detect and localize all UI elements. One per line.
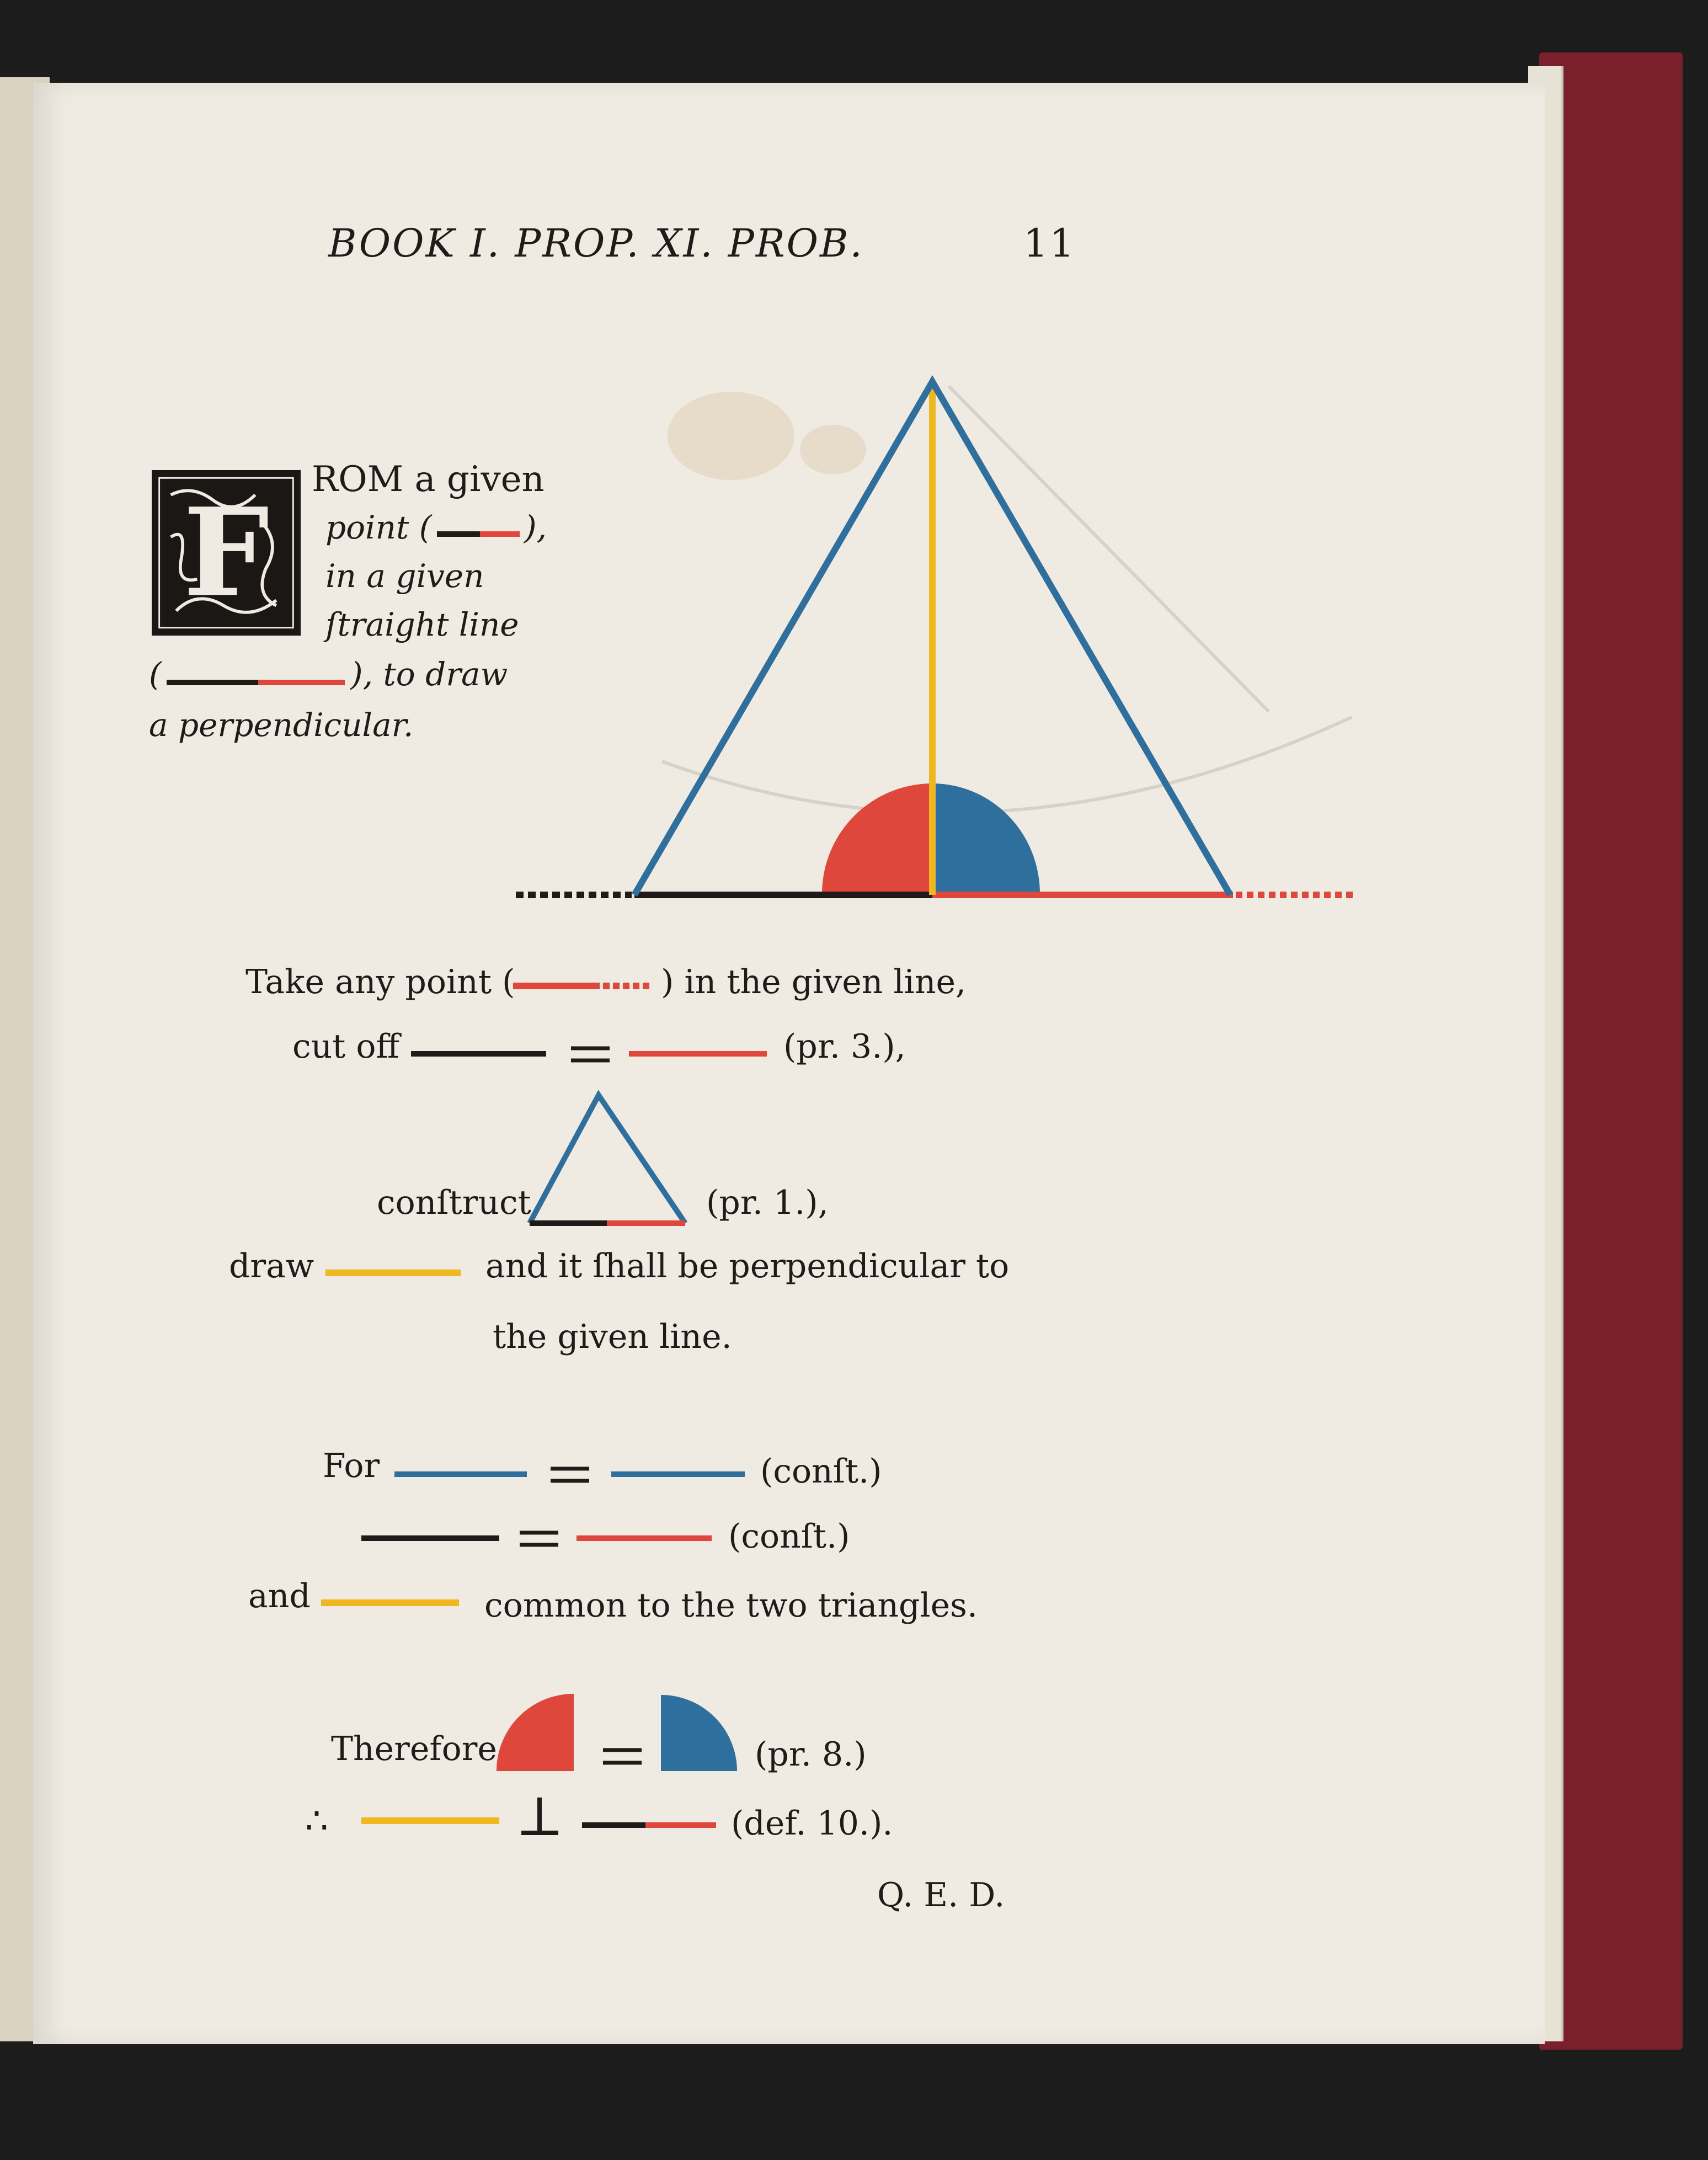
enunciation-line2-start: point (	[325, 509, 432, 546]
construction-draw-rest: and it ſhall be perpendicular to	[485, 1247, 1010, 1286]
therefore-red-angle	[497, 1694, 574, 1771]
demonstration-for: For	[323, 1447, 380, 1485]
initial-letter: F	[183, 481, 270, 624]
running-title: BOOK I. PROP. XI. PROB.	[328, 221, 864, 266]
enunciation-line6: a perpendicular.	[149, 706, 414, 744]
enunciation-line2-end: ),	[524, 509, 547, 546]
enunciation-line5-end: ), to draw	[350, 655, 508, 693]
construction-construct-ref: (pr. 1.),	[706, 1183, 829, 1222]
therefore-symbol: ∴	[305, 1800, 328, 1842]
demonstration-def10: (def. 10.).	[731, 1804, 893, 1843]
construction-cutoff: cut off	[292, 1027, 400, 1066]
demonstration-common: common to the two triangles.	[484, 1586, 978, 1625]
construction-construct: conſtruct	[377, 1183, 531, 1222]
enunciation-line3: in a given	[325, 557, 484, 595]
enunciation-line4: ſtraight line	[325, 606, 519, 643]
qed: Q. E. D.	[877, 1876, 1005, 1914]
main-right-angle	[932, 783, 1040, 894]
therefore-blue-angle	[661, 1695, 737, 1771]
show-through-ghost	[662, 386, 1352, 813]
demonstration-pr8: (pr. 8.)	[755, 1735, 867, 1774]
small-triangle	[530, 1095, 685, 1223]
demonstration-and: and	[248, 1577, 311, 1615]
construction-cutoff-ref: (pr. 3.),	[783, 1027, 906, 1066]
demonstration-const2: (conſt.)	[728, 1517, 850, 1556]
demonstration-therefore: Therefore	[331, 1730, 497, 1768]
construction-draw-rest2: the given line.	[493, 1318, 732, 1356]
page-number: 11	[1023, 221, 1076, 266]
main-left-angle	[822, 783, 932, 894]
demonstration-const1: (conſt.)	[760, 1452, 882, 1491]
enunciation-line5-start: (	[149, 655, 162, 693]
construction-take-point: Take any point (	[245, 963, 515, 1001]
enunciation-line1: ROM a given	[312, 459, 545, 500]
construction-take-point-end: ) in the given line,	[661, 963, 967, 1001]
construction-draw: draw	[229, 1247, 314, 1286]
